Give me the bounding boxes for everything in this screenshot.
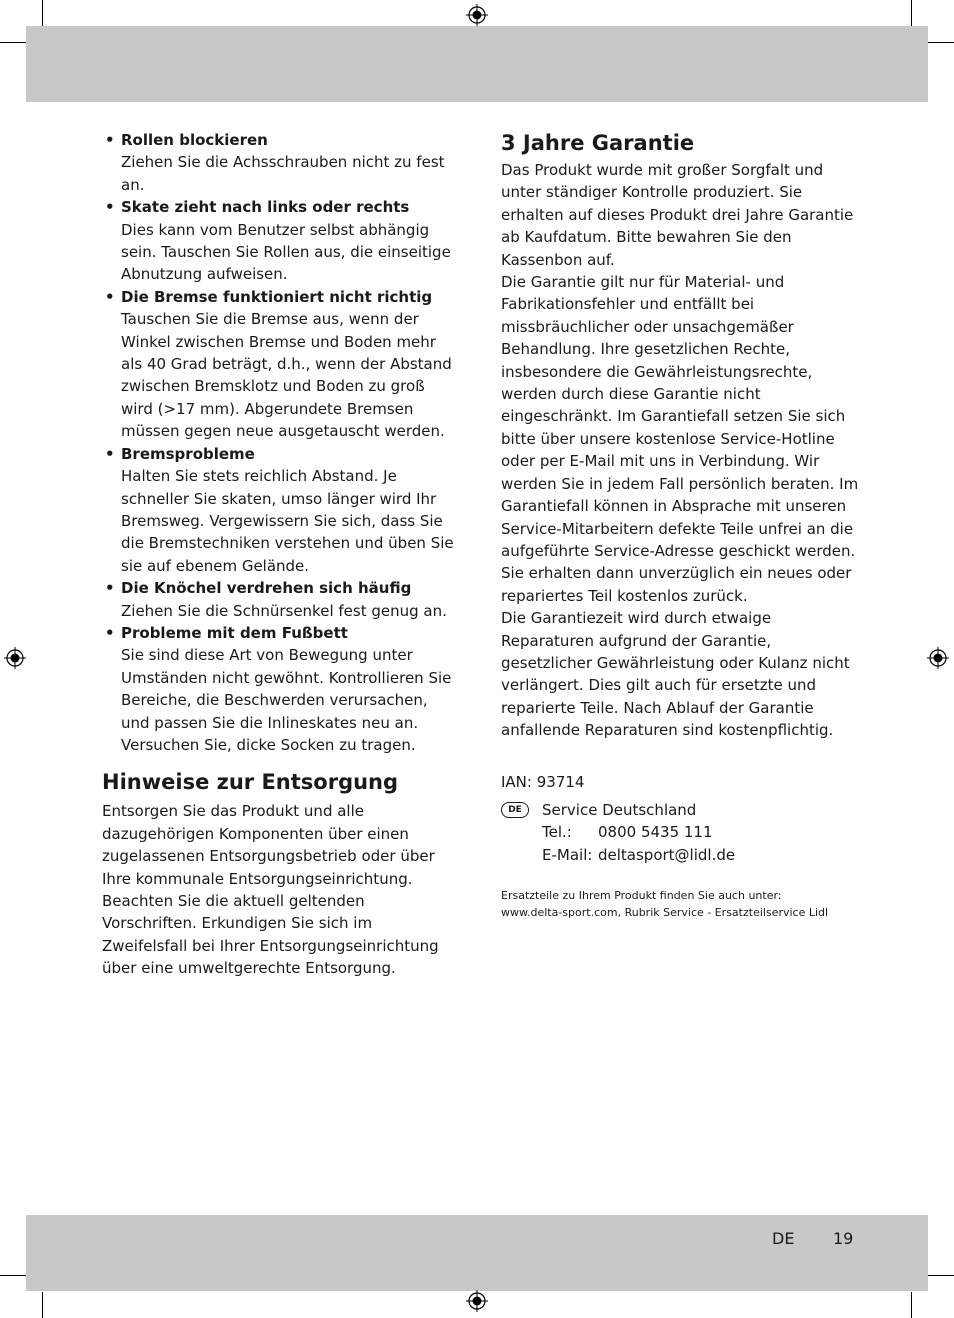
bullet-title: • Probleme mit dem Fußbett xyxy=(121,623,348,642)
registration-mark-icon xyxy=(4,647,26,669)
registration-mark-icon xyxy=(466,4,488,26)
crop-mark xyxy=(0,1275,26,1276)
header-band xyxy=(26,26,928,102)
phone-label: Tel.: xyxy=(542,823,572,842)
email-address[interactable]: deltasport@lidl.de xyxy=(598,845,736,864)
troubleshooting-list xyxy=(102,129,458,756)
bullet-title: • Skate zieht nach links oder rechts xyxy=(121,198,410,217)
phone-row xyxy=(542,821,861,843)
bullet-text: Halten Sie stets reichlich Abstand. Je schneller Sie skaten, umso länger wird Ihr Bremsweg. Vergewissern Sie sich, dass Sie die Bremstechniken verstehen und üben Sie sie auf ebenem Gelände. xyxy=(121,467,454,575)
spare-parts-link[interactable]: www.delta-sport.com, Rubrik Service - Ersatzteilservice Lidl xyxy=(501,906,829,920)
disposal-heading: Hinweise zur Entsorgung xyxy=(102,770,399,795)
disposal-text: Entsorgen Sie das Produkt und alle dazugehörigen Komponenten über einen zugelassenen Entsorgungsbetrieb oder über Ihre kommunale Entsorgungseinrichtung. Beachten Sie die aktuell geltenden Vorschriften. Erkundigen Sie sich im Zweifelsfall bei Ihrer Entsorgungseinrichtung über eine umweltgerechte Entsorgung. xyxy=(102,802,439,978)
list-item xyxy=(102,196,458,286)
registration-mark-icon xyxy=(927,647,949,669)
warranty-paragraph: Die Garantie gilt nur für Material- und Fabrikationsfehler und entfällt bei missbräuchlicher oder unsachgemäßer Behandlung. Ihre gesetzlichen Rechte, insbesondere die Gewährleistungsrechte, werden durch diese Garantie nicht eingeschränkt. Im Garantiefall setzen Sie sich bitte über unsere kostenlose Service-Hotline oder per E-Mail mit uns in Verbindung. Wir werden Sie in jedem Fall persönlich beraten. Im Garantiefall können in Absprache mit unseren Service-Mitarbeitern defekte Teile unfrei an die aufgeführte Service-Adresse geschickt werden. Sie erhalten dann unverzüglich ein neues oder repariertes Teil kostenlos zurück. xyxy=(501,273,859,605)
bullet-text: Dies kann vom Benutzer selbst abhängig sein. Tauschen Sie Rollen aus, die einseitige Abnutzung aufweisen. xyxy=(121,220,451,284)
crop-mark xyxy=(928,1275,954,1276)
warranty-paragraph: Die Garantiezeit wird durch etwaige Reparaturen aufgrund der Garantie, gesetzlicher Gewährleistung oder Kulanz nicht verlängert. Dies gilt auch für ersetzte und reparierte Teile. Nach Ablauf der Garantie anfallende Reparaturen sind kostenpflichtig. xyxy=(501,609,850,740)
page-number: 19 xyxy=(833,1229,854,1248)
email-row xyxy=(542,844,861,866)
crop-mark xyxy=(911,0,912,26)
warranty-paragraph: Das Produkt wurde mit großer Sorgfalt und unter ständiger Kontrolle produziert. Sie erhalten auf dieses Produkt drei Jahre Garantie ab Kaufdatum. Bitte bewahren Sie den Kassenbon auf. xyxy=(501,161,854,269)
crop-mark xyxy=(911,1292,912,1318)
list-item xyxy=(102,129,458,196)
warranty-heading: 3 Jahre Garantie xyxy=(501,131,695,155)
bullet-text: Tauschen Sie die Bremse aus, wenn der Winkel zwischen Bremse und Boden mehr als 40 Grad beträgt, d.h., wenn der Abstand zwischen Bremsklotz und Boden zu groß wird (>17 mm). Abgerundete Bremsen müssen gegen neue ausgetauscht werden. xyxy=(121,310,452,441)
list-item xyxy=(102,286,458,443)
bullet-title: • Bremsprobleme xyxy=(121,444,255,463)
bullet-title: • Die Bremse funktioniert nicht richtig xyxy=(121,287,433,306)
list-item xyxy=(102,622,458,756)
footer-language: DE xyxy=(772,1229,795,1248)
email-label: E-Mail: xyxy=(542,845,593,864)
country-badge: DE xyxy=(501,802,529,818)
crop-mark xyxy=(0,42,26,43)
service-name: Service Deutschland xyxy=(542,800,697,819)
spare-parts-line: Ersatzteile zu Ihrem Produkt finden Sie auch unter: xyxy=(501,889,782,903)
crop-mark xyxy=(928,42,954,43)
bullet-text: Ziehen Sie die Schnürsenkel fest genug an. xyxy=(121,601,447,620)
right-column xyxy=(501,129,861,921)
spare-parts-note xyxy=(501,887,861,921)
service-contact xyxy=(501,799,861,866)
bullet-title: • Rollen blockieren xyxy=(121,131,268,149)
left-column xyxy=(102,129,458,980)
phone-number: 0800 5435 111 xyxy=(598,823,713,842)
bullet-text: Sie sind diese Art von Bewegung unter Umständen nicht gewöhnt. Kontrollieren Sie Bereiche, die Beschwerden verursachen, und passen Sie die Inlineskates neu an. Versuchen Sie, dicke Socken zu tragen. xyxy=(121,646,452,754)
list-item xyxy=(102,443,458,577)
bullet-text: Ziehen Sie die Achsschrauben nicht zu fest an. xyxy=(121,153,445,194)
crop-mark xyxy=(42,0,43,26)
footer-band xyxy=(26,1215,928,1291)
registration-mark-icon xyxy=(466,1290,488,1312)
bullet-title: • Die Knöchel verdrehen sich häufig xyxy=(121,579,412,598)
ian-number: IAN: 93714 xyxy=(501,772,585,791)
crop-mark xyxy=(42,1292,43,1318)
list-item xyxy=(102,577,458,622)
